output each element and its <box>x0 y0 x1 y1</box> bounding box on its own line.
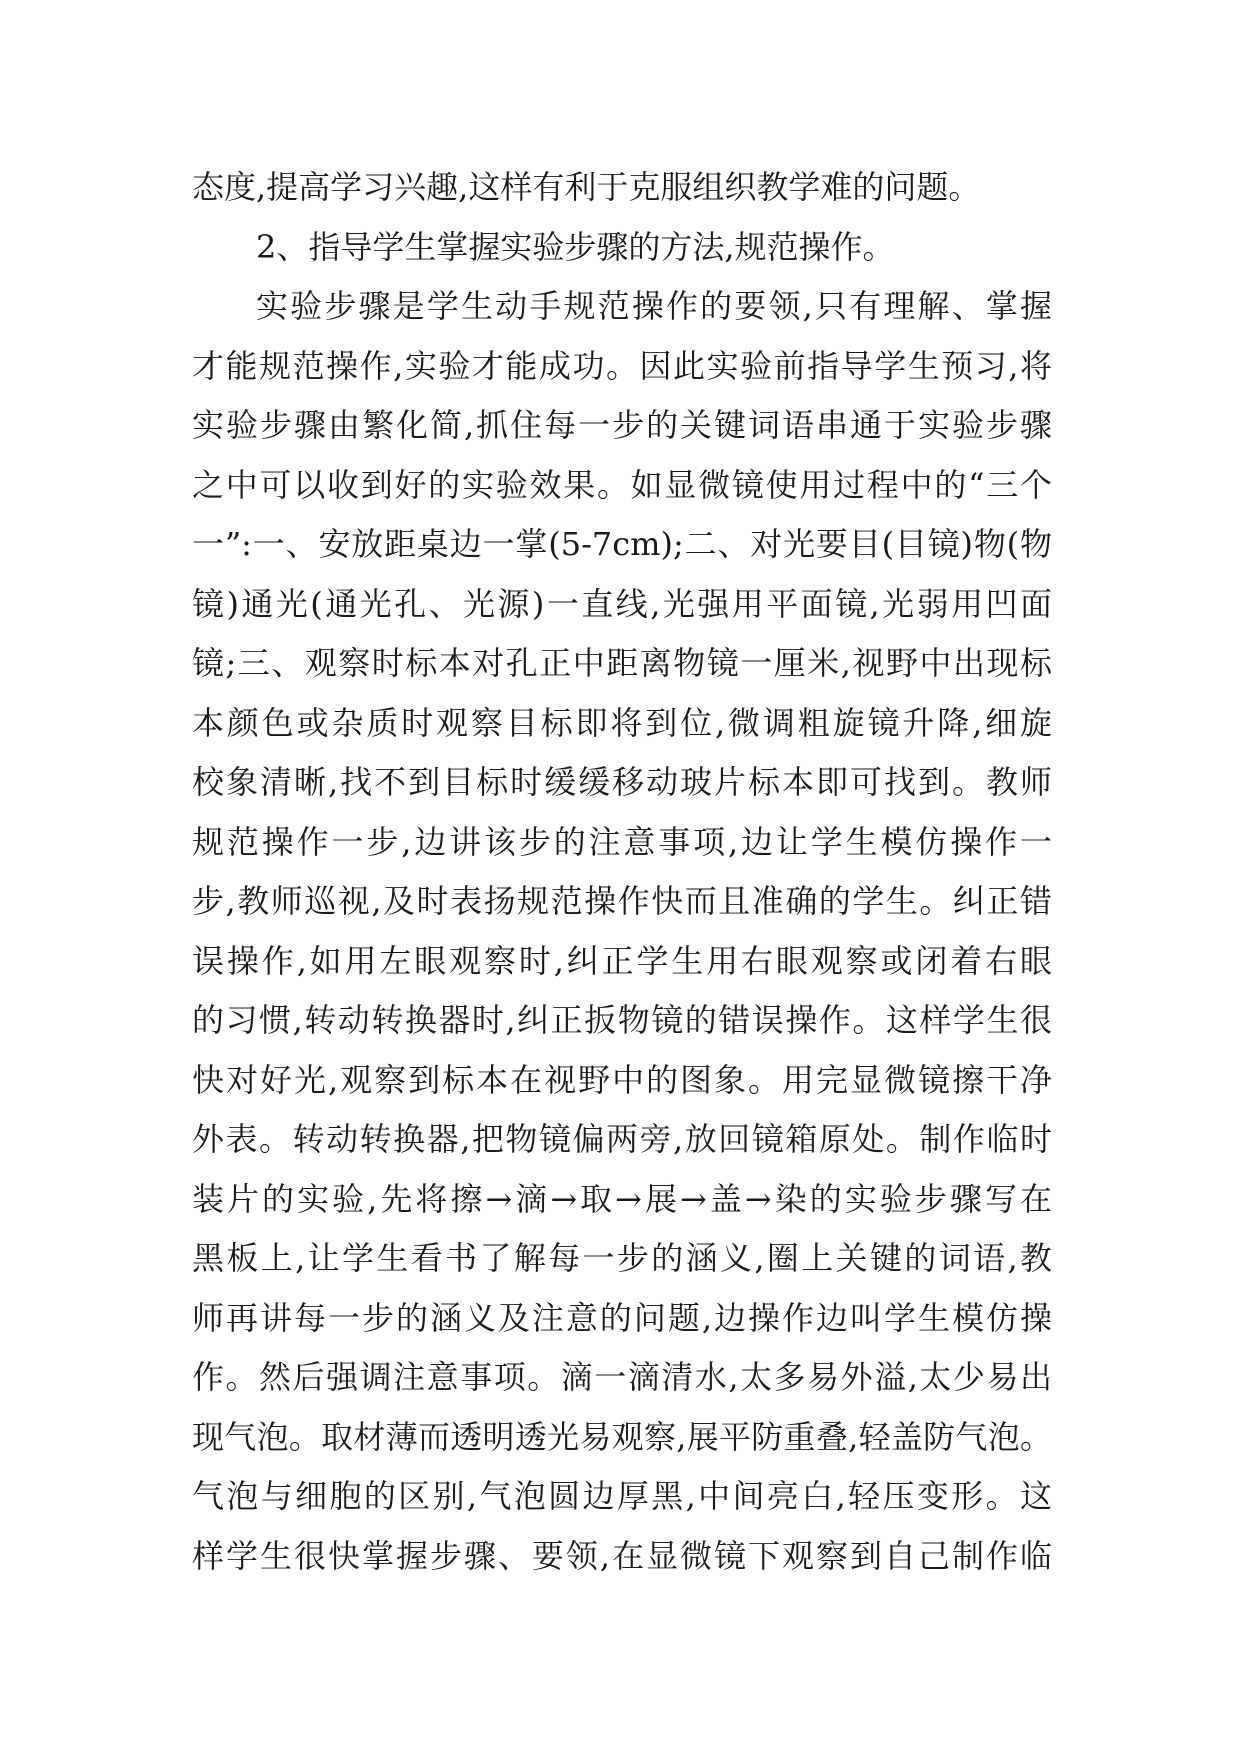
body-text <box>192 158 1052 1586</box>
text-line: 快对好光,观察到标本在视野中的图象。用完显微镜擦干净 <box>192 1060 1052 1099</box>
text-line: 实验步骤是学生动手规范操作的要领,只有理解、掌握 <box>256 287 1052 325</box>
text-line: 才能规范操作,实验才能成功。因此实验前指导学生预习,将 <box>192 346 1052 385</box>
text-line: 外表。转动转换器,把物镜偏两旁,放回镜箱原处。制作临时 <box>192 1120 1052 1158</box>
text-line: 态度,提高学习兴趣,这样有利于克服组织教学难的问题。 <box>192 168 981 206</box>
text-line: 镜)通光(通光孔、光源)一直线,光强用平面镜,光弱用凹面 <box>192 584 1052 623</box>
text-line: 2、指导学生掌握实验步骤的方法,规范操作。 <box>256 227 895 266</box>
text-line: 误操作,如用左眼观察时,纠正学生用右眼观察或闭着右眼 <box>192 941 1052 980</box>
text-line: 装片的实验,先将擦→滴→取→展→盖→染的实验步骤写在 <box>192 1179 1052 1218</box>
text-line: 现气泡。取材薄而透明透光易观察,展平防重叠,轻盖防气泡。 <box>192 1417 1052 1456</box>
text-line: 规范操作一步,边讲该步的注意事项,边让学生模仿操作一 <box>192 822 1052 861</box>
text-line: 样学生很快掌握步骤、要领,在显微镜下观察到自己制作临 <box>192 1536 1052 1575</box>
text-line: 作。然后强调注意事项。滴一滴清水,太多易外溢,太少易出 <box>192 1358 1052 1396</box>
text-line: 黑板上,让学生看书了解每一步的涵义,圈上关键的词语,教 <box>192 1239 1052 1277</box>
text-line: 的习惯,转动转换器时,纠正扳物镜的错误操作。这样学生很 <box>192 1001 1052 1039</box>
text-line: 本颜色或杂质时观察目标即将到位,微调粗旋镜升降,细旋 <box>192 703 1052 742</box>
text-line: 一”:一、安放距桌边一掌(5-7cm);二、对光要目(目镜)物(物 <box>192 525 1052 563</box>
text-line: 步,教师巡视,及时表扬规范操作快而且准确的学生。纠正错 <box>192 882 1052 920</box>
text-line: 气泡与细胞的区别,气泡圆边厚黑,中间亮白,轻压变形。这 <box>192 1477 1052 1515</box>
text-line: 之中可以收到好的实验效果。如显微镜使用过程中的“三个 <box>192 465 1052 504</box>
text-line: 师再讲每一步的涵义及注意的问题,边操作边叫学生模仿操 <box>192 1298 1052 1337</box>
text-line: 镜;三、观察时标本对孔正中距离物镜一厘米,视野中出现标 <box>192 644 1052 682</box>
text-line: 实验步骤由繁化简,抓住每一步的关键词语串通于实验步骤 <box>192 406 1052 444</box>
text-line: 校象清晰,找不到目标时缓缓移动玻片标本即可找到。教师 <box>192 763 1052 801</box>
